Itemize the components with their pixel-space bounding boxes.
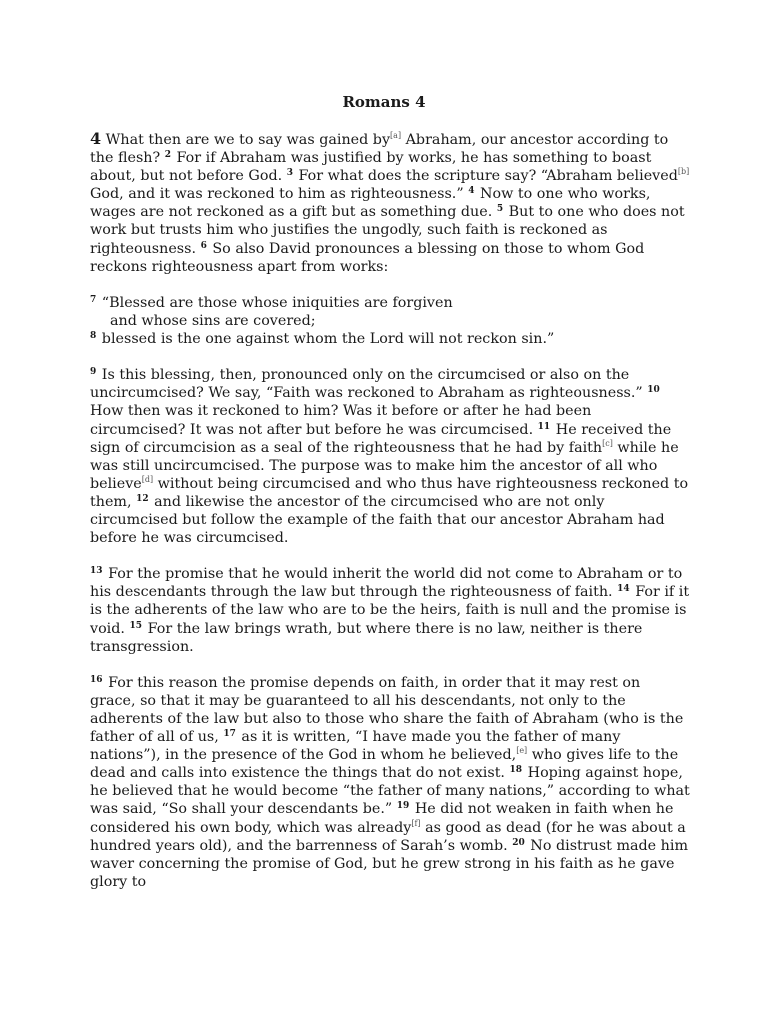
paragraph-1: [90, 130, 690, 276]
verse-text: without being circumcised and who thus have righteousness reckoned to them,: [90, 475, 689, 510]
verse-number: 9: [90, 367, 97, 378]
poem-line: and whose sins are covered;: [110, 312, 316, 329]
page-title: Romans 4: [342, 93, 426, 111]
footnote-link[interactable]: [c]: [602, 438, 613, 448]
footnote-link[interactable]: [d]: [141, 474, 154, 484]
poem-quote: [90, 294, 690, 348]
verse-text: What then are we to say was gained by: [101, 132, 391, 148]
footnote-link[interactable]: [b]: [677, 167, 690, 177]
verse-text: while he was still uncircumcised. The purpose was to make him the ancestor of all who believe: [90, 439, 679, 492]
footnote-link[interactable]: [e]: [516, 746, 528, 756]
verse-number: 11: [537, 421, 551, 432]
verse-text: So also David pronounces a blessing on those to whom God reckons righteousness apart from works:: [90, 240, 645, 275]
verse-text: For if Abraham was justified by works, he has something to boast about, but not before God.: [90, 150, 652, 185]
verse-text: But to one who does not work but trusts him who justifies the ungodly, such faith is reckoned as righteousness.: [90, 204, 685, 257]
verse-number: 10: [647, 385, 660, 396]
verse-text: For if it is the adherents of the law who are to be the heirs, faith is null and the promise is void.: [90, 584, 690, 637]
verse-number: 14: [617, 584, 630, 595]
verse-text: For what does the scripture say? “Abraham believed: [293, 168, 678, 185]
verse-number: 5: [496, 204, 504, 215]
verse-text: Is this blessing, then, pronounced only on the circumcised or also on the uncircumcised? We say, “Faith was reckoned to Abraham as righteousness.”: [90, 367, 648, 402]
verse-text: For this reason the promise depends on faith, in order that it may rest on grace, so that it may be guaranteed to all his descendants, not only to the adherents of the law but also to those who share the faith of Abraham (who is the father of all of us,: [90, 674, 684, 746]
verse-text: He received the sign of circumcision as a seal of the righteousness that he had by faith: [90, 421, 672, 456]
verse-text: as it is written, “I have made you the father of many nations”), in the presence of the God in whom he believed,: [90, 729, 621, 764]
verse-text: Now to one who works, wages are not reckoned as a gift but as something due.: [90, 186, 651, 221]
verse-text: Abraham, our ancestor according to the flesh?: [90, 132, 669, 167]
verse-text: as good as dead (for he was about a hundred years old), and the barrenness of Sarah’s womb.: [90, 819, 686, 854]
verse-number: 6: [200, 240, 207, 251]
verse-number: 12: [136, 493, 149, 504]
verse-number: 16: [90, 674, 103, 685]
footnote-link[interactable]: [a]: [390, 131, 402, 140]
verse-text: He did not weaken in faith when he considered his own body, which was already: [90, 801, 674, 836]
poem-line-text: blessed is the one against whom the Lord will not reckon sin.”: [97, 331, 555, 348]
verse-text: How then was it reckoned to him? Was it before or after he had been circumcised? It was not after but before he was circumcised.: [90, 403, 592, 438]
verse-text: Hoping against hope, he believed that he would become “the father of many nations,” according to what was said, “So shall your descendants be.”: [90, 765, 690, 818]
poem-line: [90, 330, 690, 348]
verse-text: No distrust made him waver concerning the promise of God, but he grew strong in his faith as he gave glory to: [90, 837, 689, 890]
paragraph-3: [90, 565, 690, 655]
verse-number: 7: [90, 294, 97, 305]
verse-number: 8: [90, 331, 97, 342]
verse-number: 15: [129, 620, 143, 631]
verse-number: 2: [164, 150, 171, 161]
verse-number: 3: [286, 168, 293, 179]
verse-text: who gives life to the dead and calls into existence the things that do not exist.: [90, 747, 679, 782]
poem-line: [90, 294, 690, 312]
chapter-text: [90, 130, 690, 909]
verse-number: 19: [396, 801, 410, 812]
verse-number: 17: [223, 729, 236, 740]
verse-text: For the promise that he would inherit the world did not come to Abraham or to his descendants through the law but through the righteousness of faith.: [90, 566, 683, 601]
verse-number: 20: [512, 837, 525, 848]
verse-text: For the law brings wrath, but where there is no law, neither is there transgression.: [90, 620, 643, 655]
paragraph-4: [90, 674, 690, 891]
verse-number: 13: [90, 566, 103, 577]
verse-text: and likewise the ancestor of the circumcised who are not only circumcised but follow the example of the faith that our ancestor Abraham had before he was circumcised.: [90, 493, 665, 547]
paragraph-2: [90, 366, 690, 547]
verse-text: God, and it was reckoned to him as righteousness.”: [90, 186, 469, 203]
poem-line-text: “Blessed are those whose iniquities are forgiven: [97, 294, 453, 311]
verse-number: 4: [468, 186, 475, 197]
verse-number: 18: [509, 765, 523, 776]
chapter-number: 4: [90, 129, 102, 148]
footnote-link[interactable]: [f]: [411, 818, 421, 828]
